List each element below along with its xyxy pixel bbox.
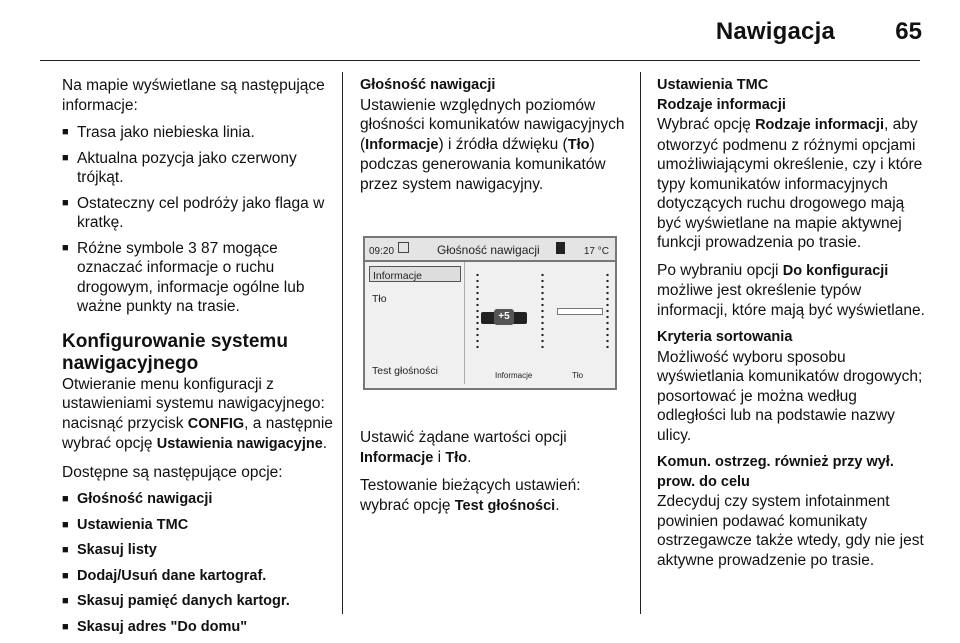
column-divider-2: [640, 72, 641, 614]
phone-icon: [556, 242, 565, 254]
clock: 09:20: [369, 246, 395, 257]
column-divider-1: [342, 72, 343, 614]
map-info-list: [62, 123, 334, 317]
intro-text: Na mapie wyświetlane są następujące informacje:: [62, 77, 325, 114]
option-clear-home: ■ Skasuj adres "Do domu": [62, 618, 334, 638]
column-2: [360, 76, 632, 524]
set-values-paragraph: Ustawić żądane wartości opcji Informacje i Tło.: [360, 429, 567, 466]
scale-dots: [541, 272, 544, 350]
page-number: 65: [895, 18, 922, 45]
volume-paragraph: Ustawienie względnych poziomów głośności komunikatów nawigacyjnych (Informacje) i źródła dźwięku (Tło) podczas generowania komunikatów przez system nawigacyjny.: [360, 96, 625, 193]
sort-subheading: Kryteria sortowania: [657, 329, 793, 345]
list-item: ■ Różne symbole 3 87 mogące oznaczać informacje o ruchu drogowym, informacje ogólne lub ważne punkty na trasie.: [62, 239, 334, 317]
config-paragraph: Otwieranie menu konfiguracji z ustawieniami systemu nawigacyjnego: nacisnąć przycisk CONFIG, a następnie wybrać opcję Ustawienia nawigacyjne.: [62, 375, 333, 452]
temperature: 17 °C: [583, 246, 609, 257]
header-rule: [40, 60, 920, 61]
config-button-name: CONFIG: [187, 415, 245, 432]
screen-figure: [360, 208, 622, 406]
back-icon: [398, 242, 409, 253]
list-item: ■ Trasa jako niebieska linia.: [62, 123, 334, 143]
list-item: ■ Aktualna pozycja jako czerwony trójkąt.: [62, 149, 334, 188]
test-paragraph: Testowanie bieżących ustawień: wybrać opcję Test głośności.: [360, 477, 581, 514]
display-screen: [363, 236, 617, 390]
option-map-data: ■ Dodaj/Usuń dane kartograf.: [62, 567, 334, 587]
info-types-paragraph: Wybrać opcję Rodzaje informacji, aby otworzyć podmenu z różnymi opcjami umożliwiającymi określenie, czy i które typy komunikatów informacyjnych dotyczących ruchu drogowego mają być wyświetlane na mapie aktywnej funkcji prowadzenia po trasie.: [657, 116, 923, 251]
column-3: [657, 76, 927, 578]
options-intro: Dostępne są następujące opcje:: [62, 463, 283, 481]
nav-settings-name: Ustawienia nawigacyjne: [156, 436, 323, 452]
column-1: [62, 76, 334, 643]
tmc-heading: Ustawienia TMC: [657, 77, 769, 93]
screen-title: Głośność nawigacji: [437, 243, 540, 257]
menu-item-tlo[interactable]: Tło: [372, 293, 387, 305]
option-tmc: ■ Ustawienia TMC: [62, 516, 334, 536]
menu-item-informacje[interactable]: Informacje: [369, 266, 461, 282]
page-title: Nawigacja: [715, 18, 835, 45]
info-types-subheading: Rodzaje informacji: [657, 96, 786, 113]
level-bar: [557, 308, 603, 315]
volume-slider[interactable]: [481, 312, 527, 324]
slider-label-b: Tło: [572, 371, 584, 380]
screen-divider: [464, 262, 465, 384]
options-list: [62, 490, 334, 637]
config-types-paragraph: Po wybraniu opcji Do konfiguracji możliwe jest określenie typów informacji, które mają być wyświetlane.: [657, 261, 925, 319]
scale-dots: [476, 272, 479, 350]
option-clear-map-memory: ■ Skasuj pamięć danych kartogr.: [62, 592, 334, 612]
slider-label-a: Informacje: [495, 371, 533, 380]
warning-paragraph: Zdecyduj czy system infotainment powinien podawać komunikaty ostrzegawcze także wtedy, gdy nie jest aktywne prowadzenie po trasie.: [657, 493, 924, 569]
menu-item-test[interactable]: Test głośności: [372, 365, 438, 377]
scale-dots: [606, 272, 609, 350]
screen-status-bar: [365, 238, 615, 262]
section-title: Konfigurowanie systemu nawigacyjnego: [62, 330, 288, 374]
warning-subheading: Komun. ostrzeg. również przy wył. prow. do celu: [657, 454, 894, 490]
option-clear-lists: ■ Skasuj listy: [62, 541, 334, 561]
sort-paragraph: Możliwość wyboru sposobu wyświetlania komunikatów drogowych; posortować je można według odległości lub na podstawie nazwy ulicy.: [657, 348, 923, 444]
slider-value: +5: [494, 309, 514, 325]
option-volume: ■ Głośność nawigacji: [62, 490, 334, 510]
volume-heading: Głośność nawigacji: [360, 77, 496, 93]
list-item: ■ Ostateczny cel podróży jako flaga w kratkę.: [62, 194, 334, 233]
